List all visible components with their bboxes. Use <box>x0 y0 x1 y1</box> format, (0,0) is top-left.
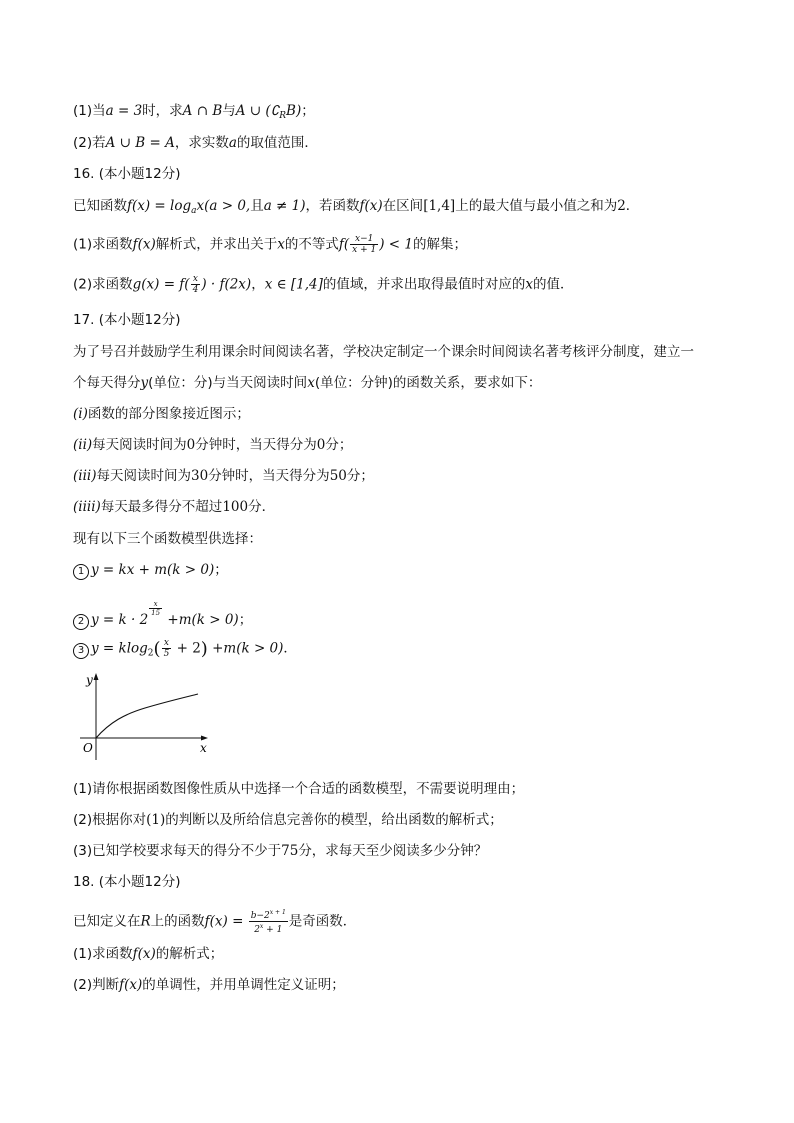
q17-stem-line2 <box>73 374 541 392</box>
text: 且 <box>250 198 264 214</box>
condition-label: (ii) <box>73 437 93 453</box>
math: +m(k > 0) <box>207 640 284 657</box>
q18-stem <box>73 908 356 935</box>
math: y <box>140 375 149 391</box>
q16-part1 <box>73 234 467 255</box>
math: y = klog <box>91 640 148 657</box>
q17-part3 <box>73 842 487 860</box>
q18-part1 <box>73 945 223 963</box>
text: ， <box>251 276 265 293</box>
q18-part2 <box>73 976 345 994</box>
math: f(x) <box>132 236 156 253</box>
text: (单位：分钟)的函数关系，要求如下： <box>314 375 542 391</box>
text: ； <box>214 562 228 578</box>
numerator-base: b−2 <box>250 911 270 921</box>
text: 上的函数 <box>150 913 205 930</box>
condition-label: (i) <box>73 406 88 422</box>
text: 每天阅读时间为 <box>92 437 187 453</box>
paren: ) <box>200 638 208 660</box>
fraction-denominator: x + 1 <box>352 245 377 255</box>
number: 0 <box>316 437 326 453</box>
q17-condition-1 <box>73 405 250 423</box>
origin-label: O <box>83 741 93 755</box>
number: 30 <box>191 468 209 484</box>
text: (单位：分)与当天阅读时间 <box>148 375 308 391</box>
fraction <box>162 638 172 659</box>
text: (2)求函数 <box>73 276 133 293</box>
math: x ∈ [1,4] <box>264 276 323 293</box>
math: + 2 <box>172 640 201 657</box>
fraction-numerator <box>249 908 288 922</box>
text: 的不等式 <box>284 236 339 253</box>
math: A ∩ B <box>182 103 223 119</box>
q16-stem <box>73 197 639 220</box>
fraction-denominator: 15 <box>151 609 161 617</box>
fraction <box>350 234 378 255</box>
math: y = k · 2 <box>91 612 149 628</box>
text: (2)若 <box>73 135 106 151</box>
q17-condition-4 <box>73 498 275 516</box>
text: 的解集； <box>413 236 467 253</box>
fraction <box>249 908 288 935</box>
fraction-denominator: 4 <box>192 285 199 295</box>
question-header: 17. (本小题12分) <box>73 312 181 328</box>
math: ) < 1 <box>379 236 413 253</box>
text: ． <box>283 640 297 657</box>
number: 75 <box>281 843 299 859</box>
text: (1)求函数 <box>73 236 133 253</box>
math: x(a > 0, <box>196 198 251 214</box>
q17-model-3 <box>73 638 297 663</box>
text: 上的最大值与最小值之和为 <box>455 198 618 214</box>
text: ； <box>301 103 315 119</box>
fraction-numerator: x <box>191 274 201 285</box>
math: B) <box>286 103 302 119</box>
text: 每天阅读时间为 <box>96 468 191 484</box>
number: (1) <box>146 812 166 828</box>
math: f(x) <box>119 977 143 993</box>
text: 与 <box>222 103 236 119</box>
circled-number: 3 <box>73 643 89 659</box>
text: 函数的部分图象接近图示； <box>87 406 250 422</box>
math: f(x) = log <box>127 198 192 214</box>
q17-part2 <box>73 811 503 829</box>
condition-label: (iii) <box>73 468 97 484</box>
text: 分； <box>346 468 374 484</box>
fraction-denominator: 5 <box>163 649 170 659</box>
math: 2 <box>617 198 626 214</box>
text: 现有以下三个函数模型供选择： <box>73 531 262 547</box>
text: (1)请你根据函数图像性质从中选择一个合适的函数模型，不需要说明理由； <box>73 781 525 797</box>
math: y = kx + m(k > 0) <box>91 562 215 578</box>
math: a <box>228 135 237 151</box>
q16-part2 <box>73 274 574 295</box>
x-axis-label: x <box>200 741 207 755</box>
text: 每天最多得分不超过 <box>100 499 223 515</box>
math: a = 3 <box>105 103 143 119</box>
condition-label: (iiii) <box>73 499 101 515</box>
math: f(x) <box>359 198 383 214</box>
math: ) · f(2x) <box>201 276 252 293</box>
math-subscript: 2 <box>147 648 154 659</box>
text: 已知定义在 <box>73 913 141 930</box>
function-curve <box>96 694 198 738</box>
math: f( <box>338 236 350 253</box>
text: 解析式，并求出关于 <box>155 236 278 253</box>
text: ； <box>238 612 253 628</box>
math: [1,4] <box>423 198 456 214</box>
math: f(x) = <box>204 913 248 930</box>
q17-model-1 <box>73 561 228 580</box>
math: a ≠ 1) <box>263 198 306 214</box>
text: 分． <box>248 499 276 515</box>
math: R <box>140 913 151 930</box>
question-header: 18. (本小题12分) <box>73 874 181 890</box>
q17-models-intro <box>73 530 262 548</box>
math: A ∪ B = A <box>105 135 175 151</box>
math-subscript: a <box>191 206 197 216</box>
text: (2)判断 <box>73 977 120 993</box>
math-subscript: R <box>279 111 287 121</box>
q17-model-2 <box>73 600 252 630</box>
text: 为了号召并鼓励学生利用课余时间阅读名著，学校决定制定一个课余时间阅读名著考核评分制度，建立一 <box>73 344 694 360</box>
number: 0 <box>186 437 196 453</box>
x-axis-arrow <box>201 736 208 741</box>
fraction-numerator: x <box>162 638 172 649</box>
math: x <box>525 276 534 293</box>
math: A ∪ (∁ <box>235 103 280 119</box>
text: 分钟时，当天得分为 <box>195 437 317 453</box>
number: 100 <box>222 499 249 515</box>
text: 个每天得分 <box>73 375 141 391</box>
math: x <box>277 236 285 253</box>
text: 分钟时，当天得分为 <box>208 468 330 484</box>
math: f(x) <box>132 946 156 962</box>
text: (2)根据你对 <box>73 812 147 828</box>
math: x <box>307 375 315 391</box>
q18-header <box>73 873 180 891</box>
q17-stem-line1 <box>73 343 694 361</box>
math: +m(k > 0) <box>163 612 239 628</box>
text: 的单调性，并用单调性定义证明； <box>142 977 345 993</box>
text: 的判断以及所给信息完善你的模型，给出函数的解析式； <box>165 812 503 828</box>
y-axis-label: y <box>86 673 93 687</box>
text: 分，求每天至少阅读多少分钟？ <box>298 843 488 859</box>
denominator-exponent: x <box>259 923 264 930</box>
fraction <box>191 274 201 295</box>
numerator-exponent: x + 1 <box>269 909 286 916</box>
denominator-base: 2 <box>254 925 260 935</box>
text: (3)已知学校要求每天的得分不少于 <box>73 843 282 859</box>
q17-condition-3 <box>73 467 374 485</box>
q16-header <box>73 165 180 183</box>
text: 在区间 <box>382 198 424 214</box>
y-axis-arrow <box>94 673 99 680</box>
denominator-rest: + 1 <box>263 925 283 935</box>
q15-part1 <box>73 102 315 125</box>
text: ． <box>625 198 640 214</box>
text: 的取值范围． <box>236 135 318 151</box>
q17-header <box>73 311 180 329</box>
text: 已知函数 <box>73 198 127 214</box>
text: 的解析式； <box>155 946 224 962</box>
text: ，若函数 <box>305 198 360 214</box>
math: g(x) = f( <box>132 276 190 293</box>
text: 分； <box>325 437 353 453</box>
text: 的值． <box>533 276 574 293</box>
text: (1)求函数 <box>73 946 133 962</box>
number: 50 <box>329 468 347 484</box>
fraction-numerator: x−1 <box>350 234 378 245</box>
function-graph <box>70 670 220 766</box>
q15-part2 <box>73 134 318 152</box>
fraction-denominator <box>249 922 288 935</box>
question-header: 16. (本小题12分) <box>73 166 181 182</box>
paren: ( <box>153 638 161 660</box>
circled-number: 1 <box>73 564 89 580</box>
text: 是奇函数． <box>288 913 357 930</box>
exponent-fraction <box>149 600 162 617</box>
text: (1)当 <box>73 103 106 119</box>
q17-part1 <box>73 780 524 798</box>
circled-number: 2 <box>73 614 89 630</box>
text: 的值域，并求出取得最值时对应的 <box>322 276 526 293</box>
q17-condition-2 <box>73 436 352 454</box>
text: ，求实数 <box>174 135 229 151</box>
text: 时，求 <box>142 103 183 119</box>
fraction-numerator: x <box>149 600 162 609</box>
